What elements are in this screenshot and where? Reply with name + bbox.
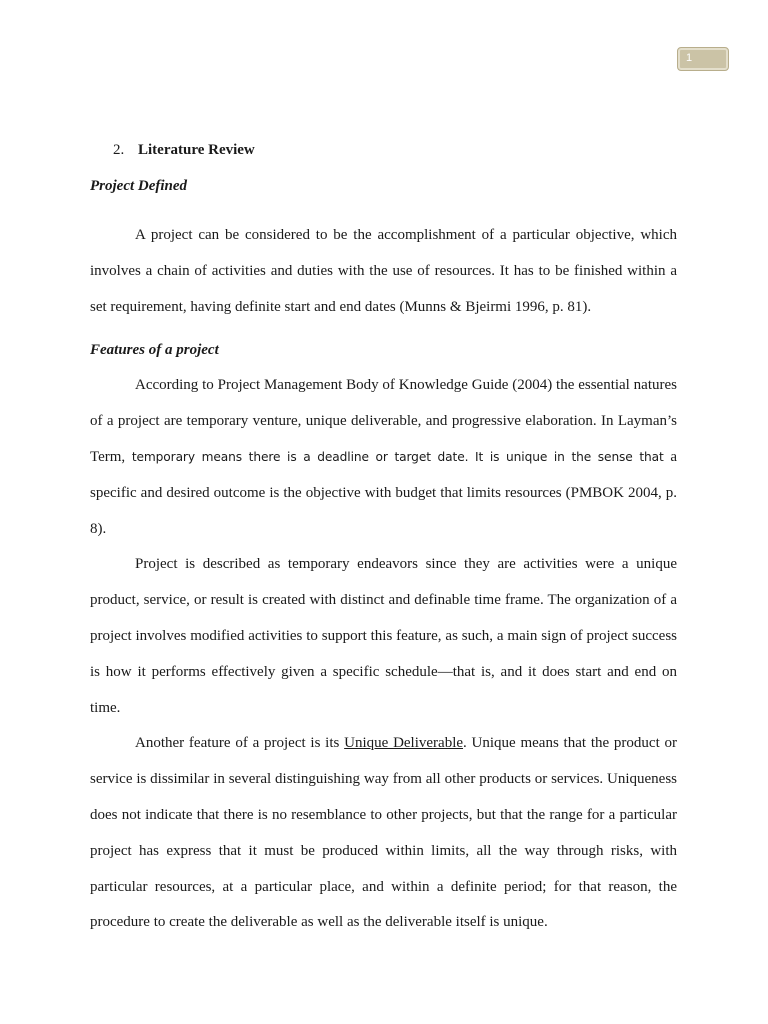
paragraph-temporary-endeavors: Project is described as temporary endeavors since they are activities were a unique product, service, or result is created with distinct and definable time frame. The organization of a project involves modified activities to support this feature, as such, a main sign of project success is how it performs effectively given a specific schedule—that is, and it does start and end on time. [90, 556, 677, 716]
section-title: Literature Review [138, 142, 255, 158]
section-number: 2. [113, 142, 125, 158]
section-heading [90, 140, 677, 160]
document-body [90, 140, 677, 941]
paragraph-features-text-2: temporary means there is a deadline or target date. It is unique in the sense that [131, 449, 664, 464]
subsection-title-features: Features of a project [90, 342, 219, 359]
unique-deliverable-term: Unique Deliverable [344, 735, 464, 752]
paragraph-features-text-1: According to Project Management Body of Knowledge Guide (2004) the essential natures of a project are temporary venture, unique deliverable, and progressive elaboration. In Layman’s Term, [90, 377, 677, 465]
paragraph-features-essential-natures [90, 368, 677, 547]
paragraph-unique-text-after: . Unique means that the product or service is dissimilar in several distinguishing way from all other products or services. Uniqueness does not indicate that there is no resemblance to other projects, but that the range for a particular project has express that it must be produced within limits, all the way through risks, with particular resources, at a particular place, and within a definite period; for that reason, the procedure to create the deliverable as well as the deliverable itself is unique. [90, 735, 677, 931]
subsection-title-project-defined: Project Defined [90, 178, 188, 194]
page-number: 1 [686, 52, 693, 64]
paragraph-project-definition: A project can be considered to be the accomplishment of a particular objective, which involves a chain of activities and duties with the use of resources. It has to be finished within a set requirement, having definite start and end dates (Munns & Bjeirmi 1996, p. 81). [90, 227, 677, 315]
paragraph-unique-text-before: Another feature of a project is its [135, 735, 345, 752]
paragraph-unique-deliverable [90, 726, 677, 941]
page-number-badge [677, 47, 729, 71]
paragraph-features-text-3: a specific and desired outcome is the objective with budget that limits resources (PMBOK 2004, p. 8). [90, 448, 677, 537]
